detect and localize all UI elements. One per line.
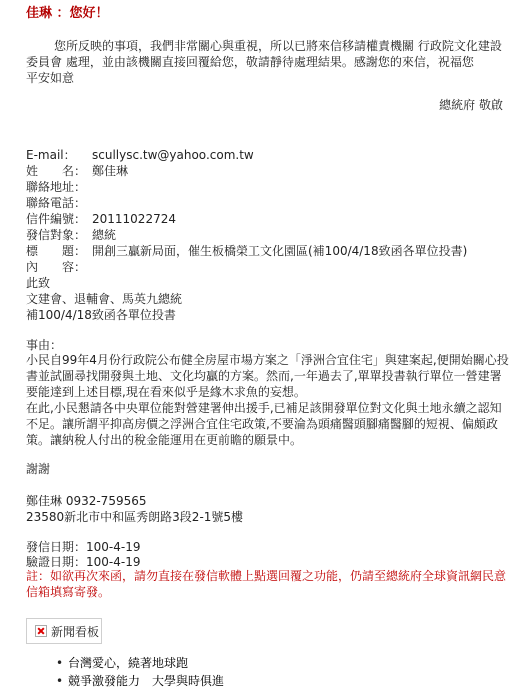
verified-date: 驗證日期：100-4-19 [26, 555, 141, 569]
message-paragraph-2: 在此,小民懇請各中央單位能對營建署伸出援手,已補足該開發單位對文化與土地永續之認知不足。讓所謂平抑高房價之浮洲合宜住宅政策,不要淪為頭痛醫頭腳痛醫腳的短視、偏頗政策。讓納稅人付出的稅金能運用在更前瞻的願景中。 [26, 401, 502, 447]
field-email [26, 146, 254, 163]
sent-date: 發信日期：100-4-19 [26, 540, 141, 554]
broken-image-icon [35, 625, 47, 637]
greeting: 佳琳 ：您好！ [26, 6, 109, 21]
salutation: 此致 [26, 276, 51, 290]
field-label: 姓 名： [26, 164, 87, 178]
field-label: 聯絡電話： [26, 196, 87, 210]
field-address [26, 178, 92, 195]
list-item [56, 672, 224, 690]
sender-address: 23580新北市中和區秀朗路3段2-1號5樓 [26, 510, 244, 524]
field-value: 鄭佳琳 [92, 164, 129, 178]
news-link[interactable]: 競爭激發能力 大學與時俱進 [68, 674, 225, 688]
field-phone [26, 194, 92, 211]
thanks: 謝謝 [26, 462, 51, 476]
recipients: 文建會、退輔會、馬英九總統 [26, 292, 183, 306]
reply-notice: 註：如欲再次來函，請勿直接在發信軟體上點選回覆之功能，仍請至總統府全球資訊網民意信箱填寫寄發。 [26, 569, 507, 599]
field-label: E-mail： [26, 148, 76, 162]
supplement: 補100/4/18致函各單位投書 [26, 308, 176, 322]
message-paragraph-1: 小民自99年4月份行政院公布健全房屋市場方案之「淨洲合宜住宅」與建案起,便開始關心投書並試圖尋找開發與土地、文化均贏的方案。然而,一年過去了,單單投書執行單位一營建署要能達到上述目標,現在看來似乎是緣木求魚的妄想。 [26, 353, 509, 399]
field-value: 20111022724 [92, 212, 176, 226]
sender-contact: 鄭佳琳 0932-759565 [26, 494, 147, 508]
letter-signature: 總統府 敬啟 [439, 98, 503, 112]
letter-body [26, 38, 512, 86]
list-item [56, 654, 224, 672]
news-link-list [56, 654, 224, 690]
field-value: scullysc.tw@yahoo.com.tw [92, 148, 254, 162]
field-title [26, 242, 467, 259]
news-board-label: 新聞看板 [51, 624, 100, 639]
field-label: 發信對象： [26, 228, 87, 242]
field-label: 標 題： [26, 244, 87, 258]
field-letter-number [26, 210, 176, 227]
letter-paragraph: 您所反映的事項，我們非常關心與重視，所以已將來信移請權責機關 行政院文化建設委員會 處理，並由該機關直接回覆給您，敬請靜待處理結果。感謝您的來信，祝福您 [26, 39, 502, 69]
news-link[interactable]: 台灣愛心，繞著地球跑 [68, 656, 189, 670]
field-value: 總統 [92, 228, 117, 242]
field-value: 開創三贏新局面，催生板橋榮工文化園區(補100/4/18致函各單位投書) [92, 244, 468, 258]
field-label: 聯絡地址： [26, 180, 87, 194]
field-content [26, 258, 92, 275]
news-board-button[interactable] [26, 618, 102, 644]
letter-closing: 平安如意 [26, 71, 75, 85]
field-label: 信件編號： [26, 212, 87, 226]
field-name [26, 162, 128, 179]
subject-label: 事由： [26, 338, 63, 352]
field-label: 內 容： [26, 260, 87, 274]
field-recipient [26, 226, 116, 243]
